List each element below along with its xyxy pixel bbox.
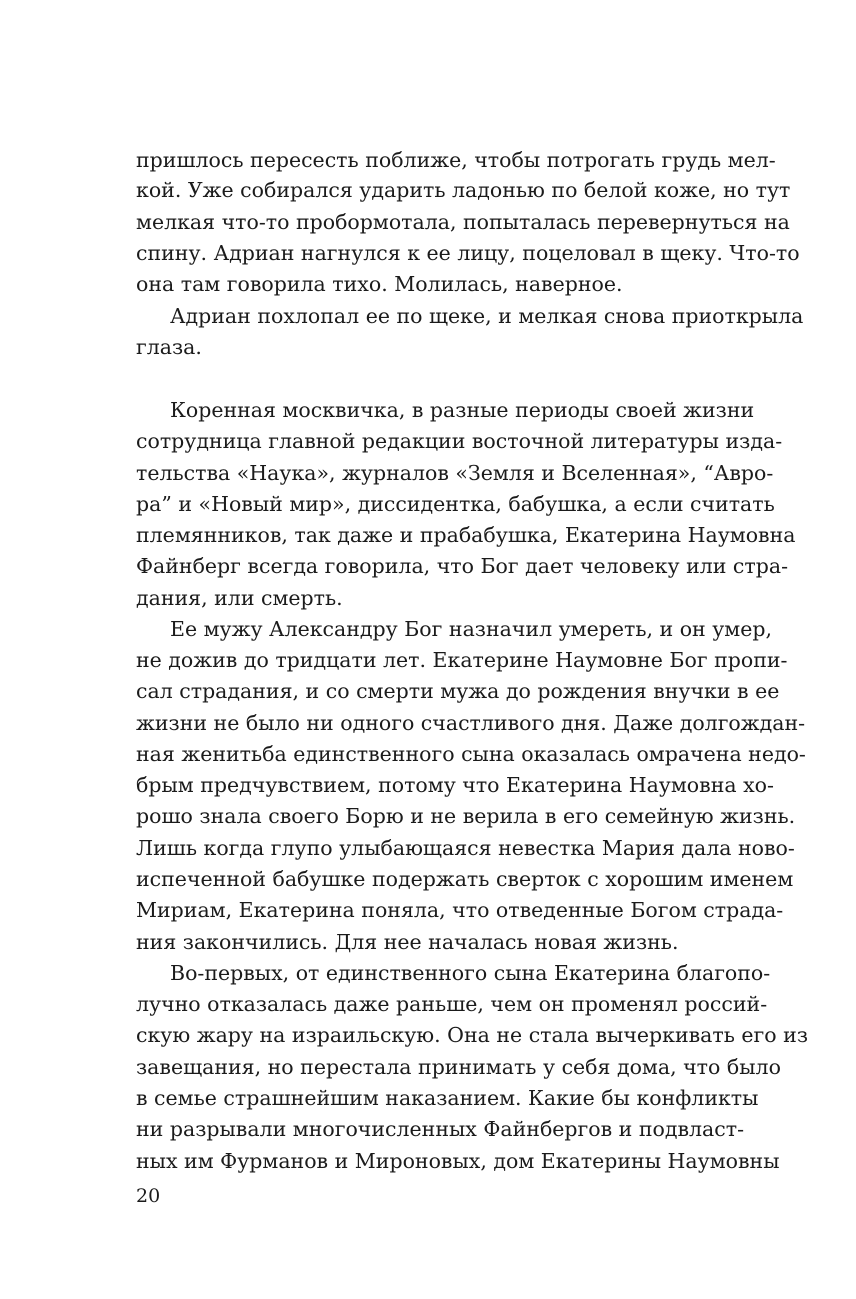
text-line: Коренная москвичка, в разные периоды своей жизни <box>170 397 755 422</box>
text-line: спину. Адриан нагнулся к ее лицу, поцеловал в щеку. Что-то <box>136 240 800 265</box>
text-line: Мириам, Екатерина поняла, что отведенные Богом страда- <box>136 897 784 922</box>
text-line: рошо знала своего Борю и не верила в его семейную жизнь. <box>136 803 796 828</box>
text-line: глаза. <box>136 334 202 359</box>
text-line: брым предчувствием, потому что Екатерина Наумовна хо- <box>136 772 774 797</box>
text-line: жизни не было ни одного счастливого дня. Даже долгождан- <box>136 710 806 735</box>
text-line: она там говорила тихо. Молилась, наверное. <box>136 271 623 296</box>
text-line: Лишь когда глупо улыбающаяся невестка Мария дала ново- <box>136 835 795 860</box>
text-line: скую жару на израильскую. Она не стала вычеркивать его из <box>136 1022 808 1047</box>
page-number: 20 <box>136 1185 161 1207</box>
text-line: не дожив до тридцати лет. Екатерине Наумовне Бог пропи- <box>136 647 788 672</box>
text-line: племянников, так даже и прабабушка, Екатерина Наумовна <box>136 522 796 547</box>
text-line: Файнберг всегда говорила, что Бог дает человеку или стра- <box>136 553 789 578</box>
text-line: дания, или смерть. <box>136 585 343 610</box>
text-line: ния закончились. Для нее началась новая жизнь. <box>136 929 679 954</box>
text-line: завещания, но перестала принимать у себя дома, что было <box>136 1054 781 1079</box>
text-line: лучно отказалась даже раньше, чем он променял россий- <box>136 991 768 1016</box>
text-line: сал страдания, и со смерти мужа до рождения внучки в ее <box>136 678 780 703</box>
text-line: Во-первых, от единственного сына Екатерина благопо- <box>170 960 771 985</box>
text-line: кой. Уже собирался ударить ладонью по белой коже, но тут <box>136 177 791 202</box>
text-line: ни разрывали многочисленных Файнбергов и подвласт- <box>136 1116 745 1141</box>
text-line: Ее мужу Александру Бог назначил умереть, и он умер, <box>170 616 773 641</box>
text-line: испеченной бабушке подержать сверток с хорошим именем <box>136 866 794 891</box>
text-line: ра” и «Новый мир», диссидентка, бабушка, а если считать <box>136 491 775 516</box>
text-line: Адриан похлопал ее по щеке, и мелкая снова приоткрыла <box>170 303 804 328</box>
text-line: в семье страшнейшим наказанием. Какие бы конфликты <box>136 1085 759 1110</box>
text-line: ных им Фурманов и Мироновых, дом Екатерины Наумовны <box>136 1148 780 1173</box>
text-line: ная женитьба единственного сына оказалась омрачена недо- <box>136 741 806 766</box>
text-line: сотрудница главной редакции восточной литературы изда- <box>136 428 783 453</box>
text-line: мелкая что-то пробормотала, попыталась перевернуться на <box>136 209 790 234</box>
text-line: пришлось пересесть поближе, чтобы потрогать грудь мел- <box>136 147 776 172</box>
text-line: тельства «Наука», журналов «Земля и Вселенная», “Авро- <box>136 460 774 485</box>
